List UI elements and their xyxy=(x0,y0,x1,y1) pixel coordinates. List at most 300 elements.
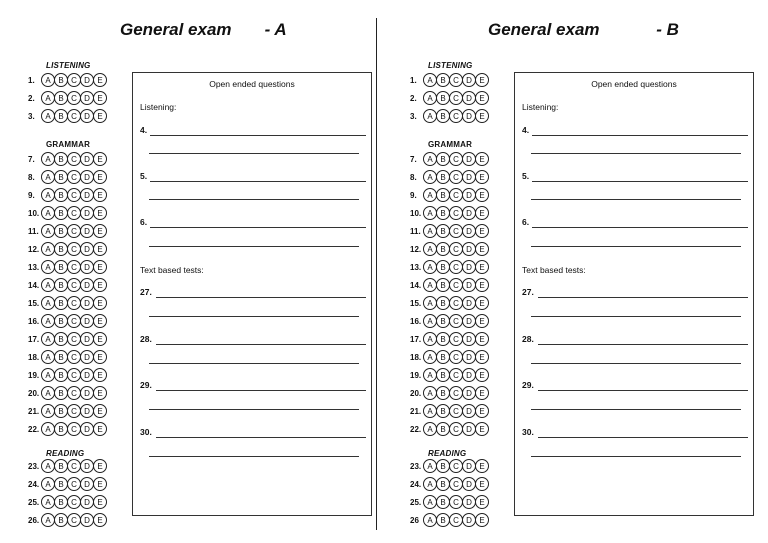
answer-bubble-c[interactable]: C xyxy=(67,368,81,382)
answer-row xyxy=(28,169,106,185)
answer-bubble-e[interactable]: E xyxy=(475,332,489,346)
answer-bubble-d[interactable]: D xyxy=(80,404,94,418)
answer-bubble-a[interactable]: A xyxy=(423,206,437,220)
answer-bubble-c[interactable]: C xyxy=(449,152,463,166)
answer-line[interactable] xyxy=(149,153,359,154)
question-number: 24. xyxy=(28,479,40,489)
answer-line[interactable] xyxy=(149,316,359,317)
answer-bubble-c[interactable]: C xyxy=(449,386,463,400)
answer-bubble-d[interactable]: D xyxy=(80,91,94,105)
answer-bubble-b[interactable]: B xyxy=(54,206,68,220)
answer-line[interactable] xyxy=(538,437,748,438)
answer-row xyxy=(410,476,488,492)
answer-bubble-d[interactable]: D xyxy=(462,242,476,256)
answer-bubble-c[interactable]: C xyxy=(67,459,81,473)
answer-bubble-b[interactable]: B xyxy=(54,170,68,184)
answer-bubble-c[interactable]: C xyxy=(449,73,463,87)
answer-bubble-d[interactable]: D xyxy=(462,224,476,238)
answer-bubble-b[interactable]: B xyxy=(54,350,68,364)
answer-line[interactable] xyxy=(150,227,366,228)
answer-bubble-b[interactable]: B xyxy=(436,422,450,436)
answer-row xyxy=(410,421,488,437)
answer-bubble-b[interactable]: B xyxy=(54,513,68,527)
answer-bubble-e[interactable]: E xyxy=(93,242,107,256)
answer-line[interactable] xyxy=(532,181,748,182)
answer-bubble-d[interactable]: D xyxy=(80,422,94,436)
answer-bubble-b[interactable]: B xyxy=(54,368,68,382)
answer-bubble-a[interactable]: A xyxy=(423,459,437,473)
open-question-number: 28. xyxy=(522,334,534,344)
answer-bubble-e[interactable]: E xyxy=(93,278,107,292)
answer-bubble-e[interactable]: E xyxy=(475,404,489,418)
answer-bubble-b[interactable]: B xyxy=(54,260,68,274)
answer-bubble-b[interactable]: B xyxy=(54,91,68,105)
question-number: 17. xyxy=(28,334,40,344)
answer-bubble-c[interactable]: C xyxy=(67,224,81,238)
answer-bubble-b[interactable]: B xyxy=(54,152,68,166)
question-number: 26 xyxy=(410,515,419,525)
answer-bubble-a[interactable]: A xyxy=(423,368,437,382)
answer-row xyxy=(410,385,488,401)
answer-bubble-b[interactable]: B xyxy=(54,224,68,238)
answer-bubble-b[interactable]: B xyxy=(436,73,450,87)
answer-bubble-e[interactable]: E xyxy=(93,477,107,491)
answer-bubble-c[interactable]: C xyxy=(67,91,81,105)
answer-bubble-d[interactable]: D xyxy=(462,513,476,527)
answer-bubble-e[interactable]: E xyxy=(93,152,107,166)
answer-bubble-e[interactable]: E xyxy=(475,296,489,310)
answer-bubble-d[interactable]: D xyxy=(80,386,94,400)
answer-bubble-a[interactable]: A xyxy=(423,495,437,509)
answer-line[interactable] xyxy=(156,437,366,438)
answer-bubble-a[interactable]: A xyxy=(41,314,55,328)
answer-bubble-b[interactable]: B xyxy=(436,495,450,509)
answer-bubble-e[interactable]: E xyxy=(93,170,107,184)
answer-line[interactable] xyxy=(149,456,359,457)
answer-bubble-b[interactable]: B xyxy=(436,278,450,292)
question-number: 17. xyxy=(410,334,422,344)
answer-bubble-e[interactable]: E xyxy=(93,224,107,238)
answer-bubble-c[interactable]: C xyxy=(67,495,81,509)
answer-bubble-b[interactable]: B xyxy=(436,332,450,346)
answer-bubble-e[interactable]: E xyxy=(93,314,107,328)
answer-bubble-a[interactable]: A xyxy=(423,296,437,310)
answer-bubble-b[interactable]: B xyxy=(436,206,450,220)
answer-bubble-c[interactable]: C xyxy=(449,278,463,292)
answer-bubble-c[interactable]: C xyxy=(449,350,463,364)
answer-bubble-d[interactable]: D xyxy=(462,278,476,292)
answer-bubble-a[interactable]: A xyxy=(423,386,437,400)
answer-bubble-b[interactable]: B xyxy=(436,152,450,166)
answer-row xyxy=(28,403,106,419)
answer-bubble-e[interactable]: E xyxy=(475,91,489,105)
answer-line[interactable] xyxy=(531,409,741,410)
answer-bubble-d[interactable]: D xyxy=(462,152,476,166)
answer-bubble-d[interactable]: D xyxy=(80,242,94,256)
text-based-label: Text based tests: xyxy=(140,265,204,275)
answer-bubble-a[interactable]: A xyxy=(41,170,55,184)
answer-row xyxy=(410,512,488,528)
answer-bubble-e[interactable]: E xyxy=(475,495,489,509)
answer-bubble-a[interactable]: A xyxy=(423,404,437,418)
answer-bubble-a[interactable]: A xyxy=(41,404,55,418)
question-number: 21. xyxy=(410,406,422,416)
answer-bubble-c[interactable]: C xyxy=(67,422,81,436)
answer-bubble-a[interactable]: A xyxy=(423,513,437,527)
answer-bubble-e[interactable]: E xyxy=(475,350,489,364)
answer-bubble-a[interactable]: A xyxy=(423,422,437,436)
answer-line[interactable] xyxy=(531,456,741,457)
answer-line[interactable] xyxy=(156,344,366,345)
answer-bubble-d[interactable]: D xyxy=(80,188,94,202)
answer-bubble-b[interactable]: B xyxy=(436,368,450,382)
answer-line[interactable] xyxy=(538,344,748,345)
answer-bubble-a[interactable]: A xyxy=(41,224,55,238)
answer-bubble-a[interactable]: A xyxy=(41,296,55,310)
answer-bubble-e[interactable]: E xyxy=(475,188,489,202)
answer-line[interactable] xyxy=(150,135,366,136)
answer-bubble-b[interactable]: B xyxy=(54,332,68,346)
answer-bubble-a[interactable]: A xyxy=(41,206,55,220)
answer-bubble-d[interactable]: D xyxy=(80,314,94,328)
answer-bubble-a[interactable]: A xyxy=(41,350,55,364)
answer-line[interactable] xyxy=(531,199,741,200)
answer-bubble-e[interactable]: E xyxy=(475,368,489,382)
section-reading: READING xyxy=(46,449,85,458)
answer-bubble-e[interactable]: E xyxy=(475,314,489,328)
answer-bubble-e[interactable]: E xyxy=(475,386,489,400)
answer-bubble-c[interactable]: C xyxy=(67,260,81,274)
answer-bubble-a[interactable]: A xyxy=(423,260,437,274)
answer-bubble-b[interactable]: B xyxy=(54,296,68,310)
answer-line[interactable] xyxy=(532,135,748,136)
answer-bubble-c[interactable]: C xyxy=(449,404,463,418)
answer-bubble-a[interactable]: A xyxy=(423,350,437,364)
answer-bubble-c[interactable]: C xyxy=(67,386,81,400)
answer-bubble-d[interactable]: D xyxy=(462,477,476,491)
answer-line[interactable] xyxy=(531,246,741,247)
answer-line[interactable] xyxy=(149,363,359,364)
answer-bubble-e[interactable]: E xyxy=(93,73,107,87)
answer-bubble-b[interactable]: B xyxy=(436,260,450,274)
answer-bubble-b[interactable]: B xyxy=(54,109,68,123)
answer-row xyxy=(28,295,106,311)
answer-bubble-a[interactable]: A xyxy=(423,224,437,238)
answer-bubble-c[interactable]: C xyxy=(67,170,81,184)
answer-row xyxy=(410,367,488,383)
answer-bubble-a[interactable]: A xyxy=(41,278,55,292)
answer-bubble-c[interactable]: C xyxy=(449,477,463,491)
answer-bubble-c[interactable]: C xyxy=(449,459,463,473)
answer-bubble-a[interactable]: A xyxy=(423,73,437,87)
answer-bubble-e[interactable]: E xyxy=(93,368,107,382)
answer-bubble-b[interactable]: B xyxy=(54,73,68,87)
answer-bubble-d[interactable]: D xyxy=(80,260,94,274)
answer-bubble-c[interactable]: C xyxy=(449,224,463,238)
answer-bubble-b[interactable]: B xyxy=(54,188,68,202)
answer-bubble-a[interactable]: A xyxy=(41,368,55,382)
answer-bubble-e[interactable]: E xyxy=(475,170,489,184)
answer-row xyxy=(28,512,106,528)
answer-bubble-c[interactable]: C xyxy=(67,296,81,310)
question-number: 16. xyxy=(28,316,40,326)
answer-bubble-a[interactable]: A xyxy=(423,278,437,292)
answer-bubble-d[interactable]: D xyxy=(462,206,476,220)
answer-bubble-a[interactable]: A xyxy=(41,91,55,105)
answer-bubble-a[interactable]: A xyxy=(423,242,437,256)
answer-bubble-e[interactable]: E xyxy=(93,513,107,527)
answer-line[interactable] xyxy=(538,297,748,298)
answer-bubble-a[interactable]: A xyxy=(41,152,55,166)
answer-bubble-d[interactable]: D xyxy=(80,368,94,382)
answer-bubble-c[interactable]: C xyxy=(449,188,463,202)
answer-row xyxy=(410,223,488,239)
answer-bubble-c[interactable]: C xyxy=(449,260,463,274)
answer-bubble-d[interactable]: D xyxy=(462,404,476,418)
answer-bubble-b[interactable]: B xyxy=(436,350,450,364)
answer-bubble-c[interactable]: C xyxy=(67,73,81,87)
answer-line[interactable] xyxy=(149,246,359,247)
question-number: 8. xyxy=(28,172,35,182)
open-question-number: 28. xyxy=(140,334,152,344)
answer-bubble-b[interactable]: B xyxy=(54,404,68,418)
answer-bubble-e[interactable]: E xyxy=(475,73,489,87)
answer-bubble-a[interactable]: A xyxy=(423,314,437,328)
answer-bubble-b[interactable]: B xyxy=(54,242,68,256)
answer-bubble-a[interactable]: A xyxy=(423,188,437,202)
question-number: 26. xyxy=(28,515,40,525)
answer-bubble-a[interactable]: A xyxy=(423,109,437,123)
answer-bubble-e[interactable]: E xyxy=(93,386,107,400)
answer-bubble-d[interactable]: D xyxy=(80,170,94,184)
answer-bubble-d[interactable]: D xyxy=(462,109,476,123)
answer-bubble-c[interactable]: C xyxy=(67,314,81,328)
answer-bubble-e[interactable]: E xyxy=(475,513,489,527)
answer-bubble-d[interactable]: D xyxy=(462,459,476,473)
answer-bubble-a[interactable]: A xyxy=(41,188,55,202)
section-grammar: GRAMMAR xyxy=(46,140,91,149)
answer-bubble-a[interactable]: A xyxy=(41,477,55,491)
answer-bubble-a[interactable]: A xyxy=(41,332,55,346)
answer-bubble-a[interactable]: A xyxy=(41,386,55,400)
answer-bubble-d[interactable]: D xyxy=(80,224,94,238)
answer-bubble-b[interactable]: B xyxy=(436,224,450,238)
answer-row xyxy=(410,108,488,124)
answer-bubble-c[interactable]: C xyxy=(449,422,463,436)
question-number: 19. xyxy=(410,370,422,380)
answer-line[interactable] xyxy=(532,227,748,228)
answer-bubble-d[interactable]: D xyxy=(80,332,94,346)
answer-row xyxy=(28,331,106,347)
answer-bubble-e[interactable]: E xyxy=(475,109,489,123)
question-number: 15. xyxy=(28,298,40,308)
answer-bubble-d[interactable]: D xyxy=(80,109,94,123)
answer-line[interactable] xyxy=(531,316,741,317)
answer-bubble-d[interactable]: D xyxy=(80,296,94,310)
answer-bubble-b[interactable]: B xyxy=(54,386,68,400)
answer-bubble-d[interactable]: D xyxy=(80,73,94,87)
answer-bubble-d[interactable]: D xyxy=(80,459,94,473)
answer-bubble-e[interactable]: E xyxy=(93,109,107,123)
answer-bubble-b[interactable]: B xyxy=(54,459,68,473)
answer-bubble-c[interactable]: C xyxy=(67,332,81,346)
answer-bubble-d[interactable]: D xyxy=(80,495,94,509)
answer-bubble-d[interactable]: D xyxy=(80,278,94,292)
answer-bubble-e[interactable]: E xyxy=(93,260,107,274)
answer-bubble-c[interactable]: C xyxy=(67,278,81,292)
answer-bubble-e[interactable]: E xyxy=(93,404,107,418)
question-number: 23. xyxy=(28,461,40,471)
answer-bubble-c[interactable]: C xyxy=(67,350,81,364)
answer-bubble-b[interactable]: B xyxy=(436,188,450,202)
answer-bubble-b[interactable]: B xyxy=(436,170,450,184)
answer-row xyxy=(28,187,106,203)
answer-bubble-e[interactable]: E xyxy=(93,459,107,473)
answer-line[interactable] xyxy=(538,390,748,391)
answer-bubble-b[interactable]: B xyxy=(436,109,450,123)
answer-line[interactable] xyxy=(150,181,366,182)
answer-bubble-c[interactable]: C xyxy=(449,170,463,184)
answer-bubble-d[interactable]: D xyxy=(462,296,476,310)
answer-bubble-a[interactable]: A xyxy=(423,477,437,491)
answer-line[interactable] xyxy=(156,297,366,298)
answer-bubble-a[interactable]: A xyxy=(41,495,55,509)
answer-bubble-e[interactable]: E xyxy=(93,422,107,436)
answer-bubble-c[interactable]: C xyxy=(67,109,81,123)
question-number: 15. xyxy=(410,298,422,308)
answer-bubble-e[interactable]: E xyxy=(475,206,489,220)
answer-bubble-a[interactable]: A xyxy=(423,170,437,184)
answer-bubble-d[interactable]: D xyxy=(80,206,94,220)
answer-line[interactable] xyxy=(531,363,741,364)
answer-bubble-c[interactable]: C xyxy=(67,206,81,220)
answer-bubble-b[interactable]: B xyxy=(436,459,450,473)
answer-bubble-d[interactable]: D xyxy=(462,495,476,509)
answer-bubble-b[interactable]: B xyxy=(436,477,450,491)
answer-bubble-e[interactable]: E xyxy=(475,242,489,256)
answer-row xyxy=(28,259,106,275)
open-question-number: 30. xyxy=(522,427,534,437)
answer-bubble-d[interactable]: D xyxy=(462,350,476,364)
question-number: 20. xyxy=(410,388,422,398)
answer-bubble-e[interactable]: E xyxy=(93,495,107,509)
answer-line[interactable] xyxy=(531,153,741,154)
answer-bubble-c[interactable]: C xyxy=(449,332,463,346)
answer-bubble-d[interactable]: D xyxy=(462,332,476,346)
section-grammar: GRAMMAR xyxy=(428,140,473,149)
answer-bubble-a[interactable]: A xyxy=(41,73,55,87)
answer-bubble-e[interactable]: E xyxy=(475,152,489,166)
answer-line[interactable] xyxy=(149,199,359,200)
answer-bubble-d[interactable]: D xyxy=(462,91,476,105)
answer-bubble-b[interactable]: B xyxy=(54,422,68,436)
answer-row xyxy=(410,90,488,106)
answer-row xyxy=(28,241,106,257)
answer-bubble-a[interactable]: A xyxy=(41,260,55,274)
answer-bubble-c[interactable]: C xyxy=(67,477,81,491)
answer-bubble-d[interactable]: D xyxy=(462,386,476,400)
exam-title: General exam - A xyxy=(120,20,287,39)
question-number: 14. xyxy=(28,280,40,290)
answer-bubble-d[interactable]: D xyxy=(462,422,476,436)
answer-bubble-a[interactable]: A xyxy=(41,242,55,256)
answer-bubble-a[interactable]: A xyxy=(41,459,55,473)
answer-bubble-e[interactable]: E xyxy=(475,477,489,491)
answer-bubble-b[interactable]: B xyxy=(436,296,450,310)
answer-bubble-b[interactable]: B xyxy=(54,314,68,328)
answer-bubble-a[interactable]: A xyxy=(423,91,437,105)
answer-bubble-d[interactable]: D xyxy=(80,152,94,166)
answer-bubble-e[interactable]: E xyxy=(93,350,107,364)
answer-bubble-b[interactable]: B xyxy=(54,495,68,509)
answer-bubble-c[interactable]: C xyxy=(67,152,81,166)
answer-bubble-a[interactable]: A xyxy=(41,109,55,123)
answer-bubble-c[interactable]: C xyxy=(67,404,81,418)
answer-bubble-d[interactable]: D xyxy=(462,260,476,274)
answer-bubble-c[interactable]: C xyxy=(449,314,463,328)
question-number: 18. xyxy=(28,352,40,362)
answer-bubble-e[interactable]: E xyxy=(93,91,107,105)
answer-bubble-c[interactable]: C xyxy=(449,368,463,382)
answer-bubble-c[interactable]: C xyxy=(449,109,463,123)
answer-bubble-c[interactable]: C xyxy=(449,91,463,105)
open-question-number: 4. xyxy=(140,125,148,135)
answer-bubble-b[interactable]: B xyxy=(436,404,450,418)
answer-bubble-d[interactable]: D xyxy=(462,188,476,202)
answer-bubble-e[interactable]: E xyxy=(93,332,107,346)
open-question-number: 29. xyxy=(140,380,152,390)
answer-bubble-b[interactable]: B xyxy=(436,386,450,400)
answer-bubble-c[interactable]: C xyxy=(67,188,81,202)
answer-bubble-e[interactable]: E xyxy=(475,422,489,436)
answer-bubble-e[interactable]: E xyxy=(93,188,107,202)
answer-bubble-c[interactable]: C xyxy=(449,296,463,310)
answer-line[interactable] xyxy=(149,409,359,410)
answer-bubble-e[interactable]: E xyxy=(475,459,489,473)
answer-bubble-b[interactable]: B xyxy=(436,513,450,527)
answer-bubble-d[interactable]: D xyxy=(80,513,94,527)
answer-bubble-b[interactable]: B xyxy=(54,278,68,292)
answer-bubble-b[interactable]: B xyxy=(54,477,68,491)
answer-bubble-b[interactable]: B xyxy=(436,91,450,105)
answer-bubble-d[interactable]: D xyxy=(462,170,476,184)
answer-bubble-a[interactable]: A xyxy=(41,422,55,436)
answer-bubble-e[interactable]: E xyxy=(93,206,107,220)
answer-bubble-d[interactable]: D xyxy=(462,368,476,382)
answer-bubble-e[interactable]: E xyxy=(93,296,107,310)
answer-bubble-c[interactable]: C xyxy=(67,513,81,527)
answer-bubble-c[interactable]: C xyxy=(67,242,81,256)
answer-line[interactable] xyxy=(156,390,366,391)
answer-bubble-c[interactable]: C xyxy=(449,513,463,527)
answer-bubble-c[interactable]: C xyxy=(449,495,463,509)
answer-bubble-d[interactable]: D xyxy=(80,477,94,491)
answer-bubble-a[interactable]: A xyxy=(41,513,55,527)
answer-bubble-d[interactable]: D xyxy=(462,314,476,328)
answer-bubble-d[interactable]: D xyxy=(462,73,476,87)
answer-bubble-a[interactable]: A xyxy=(423,332,437,346)
answer-row xyxy=(410,458,488,474)
answer-bubble-a[interactable]: A xyxy=(423,152,437,166)
answer-bubble-c[interactable]: C xyxy=(449,242,463,256)
answer-bubble-d[interactable]: D xyxy=(80,350,94,364)
answer-bubble-c[interactable]: C xyxy=(449,206,463,220)
answer-bubble-b[interactable]: B xyxy=(436,314,450,328)
answer-bubble-e[interactable]: E xyxy=(475,278,489,292)
answer-bubble-b[interactable]: B xyxy=(436,242,450,256)
answer-bubble-e[interactable]: E xyxy=(475,224,489,238)
answer-bubble-e[interactable]: E xyxy=(475,260,489,274)
